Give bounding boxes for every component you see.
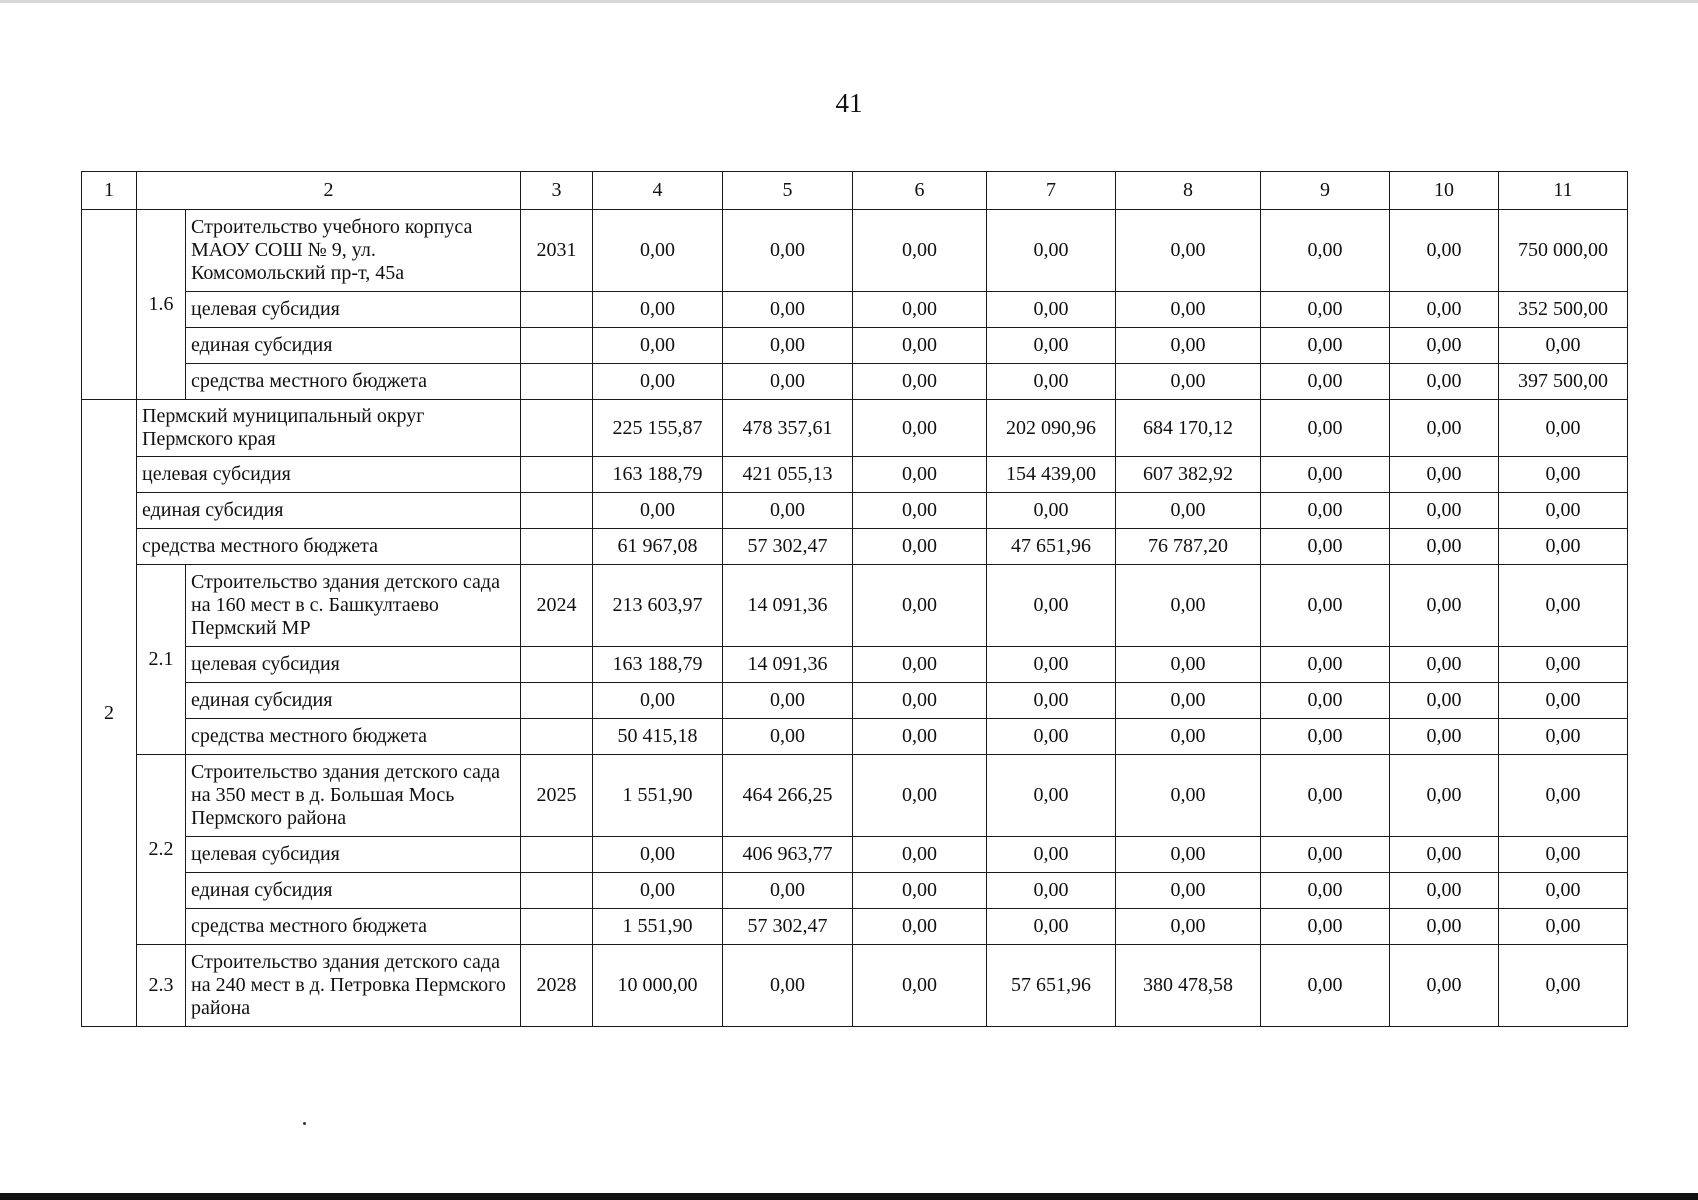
value-cell: 0,00 bbox=[1499, 909, 1628, 945]
value-cell: 14 091,36 bbox=[723, 565, 853, 647]
value-cell: 0,00 bbox=[1499, 457, 1628, 493]
table-row bbox=[82, 565, 1628, 647]
row-label: целевая субсидия bbox=[186, 647, 521, 683]
column-number: 3 bbox=[521, 172, 593, 210]
value-cell: 0,00 bbox=[853, 457, 987, 493]
value-cell: 50 415,18 bbox=[593, 719, 723, 755]
value-cell: 0,00 bbox=[1390, 210, 1499, 292]
value-cell: 0,00 bbox=[1116, 909, 1261, 945]
value-cell: 0,00 bbox=[1390, 909, 1499, 945]
value-cell: 0,00 bbox=[987, 292, 1116, 328]
row-label: единая субсидия bbox=[186, 328, 521, 364]
value-cell: 0,00 bbox=[593, 873, 723, 909]
value-cell: 0,00 bbox=[1116, 210, 1261, 292]
value-cell: 1 551,90 bbox=[593, 909, 723, 945]
item-number: 2.3 bbox=[137, 945, 186, 1027]
value-cell: 154 439,00 bbox=[987, 457, 1116, 493]
value-cell: 0,00 bbox=[593, 837, 723, 873]
item-year: 2031 bbox=[521, 210, 593, 292]
value-cell: 0,00 bbox=[593, 364, 723, 400]
year-cell bbox=[521, 400, 593, 457]
page-number: 41 bbox=[835, 88, 863, 118]
value-cell: 0,00 bbox=[987, 909, 1116, 945]
value-cell: 0,00 bbox=[1390, 873, 1499, 909]
year-cell bbox=[521, 529, 593, 565]
value-cell: 0,00 bbox=[1390, 529, 1499, 565]
value-cell: 0,00 bbox=[1261, 400, 1390, 457]
year-cell bbox=[521, 292, 593, 328]
value-cell: 0,00 bbox=[1499, 529, 1628, 565]
item-number: 2.1 bbox=[137, 565, 186, 755]
value-cell: 0,00 bbox=[723, 945, 853, 1027]
value-cell: 0,00 bbox=[987, 493, 1116, 529]
value-cell: 0,00 bbox=[1116, 837, 1261, 873]
column-number: 6 bbox=[853, 172, 987, 210]
value-cell: 0,00 bbox=[1261, 945, 1390, 1027]
value-cell: 0,00 bbox=[1116, 719, 1261, 755]
value-cell: 0,00 bbox=[987, 364, 1116, 400]
table-row bbox=[82, 493, 1628, 529]
table-row bbox=[82, 292, 1628, 328]
value-cell: 0,00 bbox=[1261, 457, 1390, 493]
value-cell: 225 155,87 bbox=[593, 400, 723, 457]
value-cell: 0,00 bbox=[1261, 683, 1390, 719]
value-cell: 0,00 bbox=[1499, 945, 1628, 1027]
value-cell: 0,00 bbox=[853, 945, 987, 1027]
value-cell: 0,00 bbox=[1116, 755, 1261, 837]
column-number-row bbox=[82, 172, 1628, 210]
value-cell: 76 787,20 bbox=[1116, 529, 1261, 565]
scan-top-edge bbox=[0, 0, 1698, 3]
value-cell: 0,00 bbox=[1499, 647, 1628, 683]
value-cell: 0,00 bbox=[1261, 837, 1390, 873]
value-cell: 0,00 bbox=[723, 493, 853, 529]
year-cell bbox=[521, 837, 593, 873]
year-cell bbox=[521, 457, 593, 493]
value-cell: 0,00 bbox=[723, 364, 853, 400]
value-cell: 47 651,96 bbox=[987, 529, 1116, 565]
row-label: средства местного бюджета bbox=[186, 364, 521, 400]
value-cell: 0,00 bbox=[853, 837, 987, 873]
value-cell: 352 500,00 bbox=[1499, 292, 1628, 328]
value-cell: 0,00 bbox=[1116, 683, 1261, 719]
value-cell: 0,00 bbox=[593, 683, 723, 719]
value-cell: 0,00 bbox=[1390, 400, 1499, 457]
year-cell bbox=[521, 719, 593, 755]
value-cell: 0,00 bbox=[1261, 565, 1390, 647]
value-cell: 0,00 bbox=[1499, 719, 1628, 755]
value-cell: 0,00 bbox=[723, 719, 853, 755]
value-cell: 0,00 bbox=[1116, 647, 1261, 683]
value-cell: 0,00 bbox=[987, 647, 1116, 683]
value-cell: 0,00 bbox=[593, 328, 723, 364]
value-cell: 0,00 bbox=[853, 565, 987, 647]
item-title: Строительство здания детского сада на 160 мест в с. Башкултаево Пермский МР bbox=[186, 565, 521, 647]
column-number: 2 bbox=[137, 172, 521, 210]
value-cell: 0,00 bbox=[987, 565, 1116, 647]
value-cell: 421 055,13 bbox=[723, 457, 853, 493]
value-cell: 0,00 bbox=[987, 210, 1116, 292]
table-row bbox=[82, 529, 1628, 565]
section-cell-1 bbox=[82, 210, 137, 400]
row-label: единая субсидия bbox=[186, 683, 521, 719]
year-cell bbox=[521, 647, 593, 683]
year-cell bbox=[521, 873, 593, 909]
value-cell: 0,00 bbox=[593, 210, 723, 292]
section-number: 2 bbox=[82, 400, 137, 1027]
value-cell: 0,00 bbox=[723, 873, 853, 909]
value-cell: 0,00 bbox=[1499, 873, 1628, 909]
value-cell: 0,00 bbox=[853, 647, 987, 683]
value-cell: 0,00 bbox=[1499, 755, 1628, 837]
value-cell: 0,00 bbox=[1390, 719, 1499, 755]
item-year: 2024 bbox=[521, 565, 593, 647]
row-label: единая субсидия bbox=[137, 493, 521, 529]
value-cell: 0,00 bbox=[593, 292, 723, 328]
value-cell: 0,00 bbox=[723, 328, 853, 364]
value-cell: 0,00 bbox=[1261, 529, 1390, 565]
value-cell: 406 963,77 bbox=[723, 837, 853, 873]
value-cell: 0,00 bbox=[1390, 945, 1499, 1027]
row-label: целевая субсидия bbox=[186, 837, 521, 873]
value-cell: 0,00 bbox=[1116, 873, 1261, 909]
column-number: 7 bbox=[987, 172, 1116, 210]
table-row bbox=[82, 719, 1628, 755]
table-row bbox=[82, 683, 1628, 719]
value-cell: 478 357,61 bbox=[723, 400, 853, 457]
value-cell: 464 266,25 bbox=[723, 755, 853, 837]
value-cell: 0,00 bbox=[853, 493, 987, 529]
value-cell: 0,00 bbox=[723, 683, 853, 719]
value-cell: 0,00 bbox=[1261, 364, 1390, 400]
value-cell: 0,00 bbox=[1390, 457, 1499, 493]
value-cell: 0,00 bbox=[1261, 328, 1390, 364]
year-cell bbox=[521, 493, 593, 529]
column-number: 11 bbox=[1499, 172, 1628, 210]
table-row bbox=[82, 945, 1628, 1027]
value-cell: 0,00 bbox=[987, 837, 1116, 873]
column-number: 10 bbox=[1390, 172, 1499, 210]
item-year: 2025 bbox=[521, 755, 593, 837]
value-cell: 750 000,00 bbox=[1499, 210, 1628, 292]
section-title: Пермский муниципальный округ Пермского края bbox=[137, 400, 521, 457]
column-number: 9 bbox=[1261, 172, 1390, 210]
value-cell: 14 091,36 bbox=[723, 647, 853, 683]
value-cell: 0,00 bbox=[1390, 837, 1499, 873]
table-row bbox=[82, 400, 1628, 457]
value-cell: 213 603,97 bbox=[593, 565, 723, 647]
value-cell: 0,00 bbox=[853, 873, 987, 909]
value-cell: 163 188,79 bbox=[593, 647, 723, 683]
value-cell: 607 382,92 bbox=[1116, 457, 1261, 493]
row-label: средства местного бюджета bbox=[186, 909, 521, 945]
value-cell: 0,00 bbox=[1499, 328, 1628, 364]
value-cell: 397 500,00 bbox=[1499, 364, 1628, 400]
year-cell bbox=[521, 364, 593, 400]
value-cell: 0,00 bbox=[853, 364, 987, 400]
value-cell: 0,00 bbox=[1261, 719, 1390, 755]
value-cell: 0,00 bbox=[853, 210, 987, 292]
value-cell: 0,00 bbox=[1499, 400, 1628, 457]
table-row bbox=[82, 909, 1628, 945]
column-number: 8 bbox=[1116, 172, 1261, 210]
budget-table bbox=[81, 171, 1628, 1027]
value-cell: 0,00 bbox=[1116, 565, 1261, 647]
value-cell: 0,00 bbox=[853, 683, 987, 719]
value-cell: 0,00 bbox=[853, 719, 987, 755]
column-number: 4 bbox=[593, 172, 723, 210]
value-cell: 57 651,96 bbox=[987, 945, 1116, 1027]
table-row bbox=[82, 647, 1628, 683]
item-number: 2.2 bbox=[137, 755, 186, 945]
value-cell: 0,00 bbox=[593, 493, 723, 529]
value-cell: 163 188,79 bbox=[593, 457, 723, 493]
value-cell: 57 302,47 bbox=[723, 529, 853, 565]
column-number: 5 bbox=[723, 172, 853, 210]
item-year: 2028 bbox=[521, 945, 593, 1027]
value-cell: 0,00 bbox=[1390, 364, 1499, 400]
value-cell: 0,00 bbox=[1390, 683, 1499, 719]
value-cell: 0,00 bbox=[723, 292, 853, 328]
value-cell: 57 302,47 bbox=[723, 909, 853, 945]
scan-speck bbox=[303, 1122, 306, 1125]
table-row bbox=[82, 328, 1628, 364]
value-cell: 10 000,00 bbox=[593, 945, 723, 1027]
value-cell: 0,00 bbox=[723, 210, 853, 292]
value-cell: 0,00 bbox=[1116, 493, 1261, 529]
value-cell: 0,00 bbox=[1261, 292, 1390, 328]
value-cell: 0,00 bbox=[853, 755, 987, 837]
value-cell: 0,00 bbox=[1499, 493, 1628, 529]
value-cell: 0,00 bbox=[1390, 292, 1499, 328]
value-cell: 684 170,12 bbox=[1116, 400, 1261, 457]
item-title: Строительство здания детского сада на 240 мест в д. Петровка Пермского района bbox=[186, 945, 521, 1027]
value-cell: 380 478,58 bbox=[1116, 945, 1261, 1027]
value-cell: 0,00 bbox=[853, 292, 987, 328]
value-cell: 0,00 bbox=[853, 400, 987, 457]
value-cell: 0,00 bbox=[987, 755, 1116, 837]
table-row bbox=[82, 755, 1628, 837]
year-cell bbox=[521, 909, 593, 945]
value-cell: 0,00 bbox=[1261, 647, 1390, 683]
year-cell bbox=[521, 328, 593, 364]
value-cell: 0,00 bbox=[1499, 683, 1628, 719]
value-cell: 0,00 bbox=[1261, 909, 1390, 945]
table-row bbox=[82, 837, 1628, 873]
table-row bbox=[82, 210, 1628, 292]
value-cell: 0,00 bbox=[1390, 328, 1499, 364]
value-cell: 0,00 bbox=[987, 328, 1116, 364]
row-label: целевая субсидия bbox=[186, 292, 521, 328]
item-number: 1.6 bbox=[137, 210, 186, 400]
value-cell: 0,00 bbox=[987, 719, 1116, 755]
column-number: 1 bbox=[82, 172, 137, 210]
value-cell: 202 090,96 bbox=[987, 400, 1116, 457]
item-title: Строительство здания детского сада на 350 мест в д. Большая Мось Пермского района bbox=[186, 755, 521, 837]
value-cell: 0,00 bbox=[853, 909, 987, 945]
value-cell: 0,00 bbox=[1390, 647, 1499, 683]
value-cell: 0,00 bbox=[1116, 364, 1261, 400]
value-cell: 0,00 bbox=[1261, 210, 1390, 292]
value-cell: 0,00 bbox=[1261, 873, 1390, 909]
table-row bbox=[82, 364, 1628, 400]
value-cell: 0,00 bbox=[1116, 328, 1261, 364]
value-cell: 1 551,90 bbox=[593, 755, 723, 837]
value-cell: 0,00 bbox=[1499, 837, 1628, 873]
value-cell: 0,00 bbox=[1261, 755, 1390, 837]
table-row bbox=[82, 457, 1628, 493]
value-cell: 0,00 bbox=[1390, 755, 1499, 837]
value-cell: 0,00 bbox=[1499, 565, 1628, 647]
table-row bbox=[82, 873, 1628, 909]
value-cell: 0,00 bbox=[1390, 565, 1499, 647]
value-cell: 0,00 bbox=[853, 529, 987, 565]
row-label: единая субсидия bbox=[186, 873, 521, 909]
row-label: средства местного бюджета bbox=[137, 529, 521, 565]
year-cell bbox=[521, 683, 593, 719]
value-cell: 0,00 bbox=[1116, 292, 1261, 328]
value-cell: 0,00 bbox=[853, 328, 987, 364]
value-cell: 0,00 bbox=[987, 683, 1116, 719]
scan-bottom-edge bbox=[0, 1193, 1698, 1200]
item-title: Строительство учебного корпуса МАОУ СОШ № 9, ул. Комсомольский пр-т, 45а bbox=[186, 210, 521, 292]
row-label: целевая субсидия bbox=[137, 457, 521, 493]
value-cell: 0,00 bbox=[1390, 493, 1499, 529]
value-cell: 61 967,08 bbox=[593, 529, 723, 565]
row-label: средства местного бюджета bbox=[186, 719, 521, 755]
value-cell: 0,00 bbox=[1261, 493, 1390, 529]
value-cell: 0,00 bbox=[987, 873, 1116, 909]
